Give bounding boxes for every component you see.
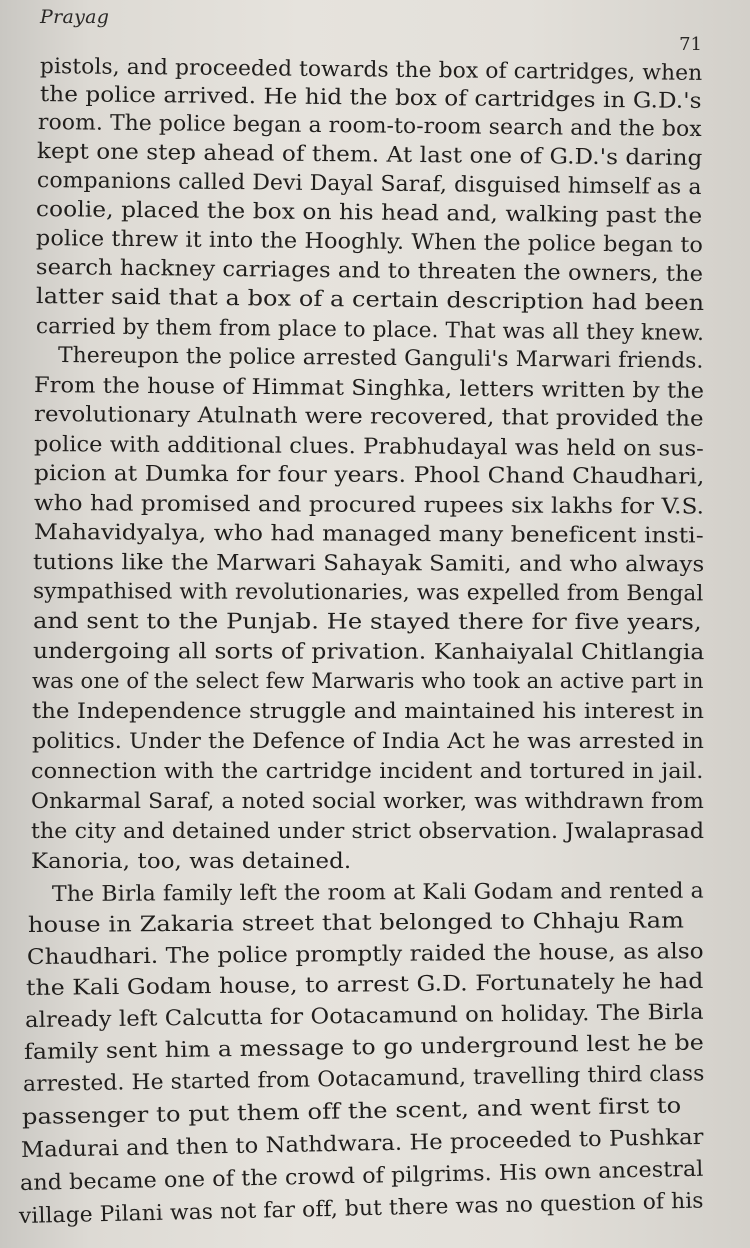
text-line: tutions like the Marwari Sahayak Samiti, and who always [32, 550, 705, 578]
text-line: sympathised with revolutionaries, was expelled from Bengal [32, 579, 704, 607]
text-line: companions called Devi Dayal Saraf, disguised himself as a [36, 168, 702, 200]
text-line: Thereupon the police arrested Ganguli's Marwari friends. [57, 343, 704, 374]
text-line: connection with the cartridge incident and tortured in jail. [31, 759, 704, 784]
text-line: Onkarmal Saraf, a noted social worker, was withdrawn from [31, 789, 704, 814]
page-number: 71 [679, 34, 702, 55]
text-line: politics. Under the Defence of India Act he was arrested in [32, 729, 705, 754]
text-line: kept one step ahead of them. At last one of G.D.'s daring [36, 139, 703, 171]
text-line: police threw it into the Hooghly. When the police began to [35, 226, 704, 258]
text-line: house in Zakaria street that belonged to Chhaju Ram [27, 908, 685, 938]
text-line: the Independence struggle and maintained his interest in [32, 699, 705, 724]
text-line: undergoing all sorts of privation. Kanhaiyalal Chitlangia [32, 639, 705, 666]
text-line: who had promised and procured rupees six lakhs for V.S. [33, 491, 705, 520]
text-line: revolutionary Atulnath were recovered, that provided the [33, 402, 704, 432]
text-line: the Kali Godam house, to arrest G.D. Fortunately he had [25, 968, 704, 1001]
text-line: Chaudhari. The police promptly raided the house, as also [26, 939, 704, 970]
running-head: Prayag [40, 6, 110, 28]
text-line: From the house of Himmat Singhka, letters written by the [33, 373, 705, 404]
text-line: was one of the select few Marwaris who took an active part in [32, 669, 704, 694]
text-line: room. The police began a room-to-room search and the box [37, 110, 702, 142]
text-line: coolie, placed the box on his head and, walking past the [35, 197, 703, 229]
text-line: police with additional clues. Prabhudayal was held on sus- [33, 432, 704, 462]
text-line: search hackney carriages and to threaten the owners, the [35, 255, 704, 287]
text-line: picion at Dumka for four years. Phool Chand Chaudhari, [33, 461, 705, 490]
text-line: The Birla family left the room at Kali Godam and rented a [51, 878, 704, 907]
text-line: Kanoria, too, was detained. [31, 849, 352, 874]
text-line: carried by them from place to place. That was all they knew. [35, 314, 705, 346]
text-line: passenger to put them off the scent, and went first to [21, 1093, 682, 1130]
text-line: already left Calcutta for Ootacamund on holiday. The Birla [24, 999, 704, 1033]
text-line: latter said that a box of a certain description had been [35, 284, 705, 316]
text-line: village Pilani was not far off, but there was no question of his [18, 1188, 704, 1229]
text-line: and became one of the crowd of pilgrims. His own ancestral [19, 1156, 704, 1196]
text-line: and sent to the Punjab. He stayed there for five years, [32, 609, 702, 636]
text-line: pistols, and proceeded towards the box of cartridges, when [39, 54, 703, 86]
text-line: family sent him a message to go underground lest he be [23, 1030, 705, 1065]
text-line: Mahavidyalya, who had managed many beneficent insti- [33, 520, 704, 549]
text-line: the police arrived. He hid the box of cartridges in G.D.'s [39, 82, 702, 114]
text-line: arrested. He started from Ootacamund, travelling third class [22, 1061, 705, 1097]
text-line: the city and detained under strict observation. Jwalaprasad [31, 819, 705, 844]
text-line: Madurai and then to Nathdwara. He proceeded to Pushkar [20, 1124, 704, 1163]
